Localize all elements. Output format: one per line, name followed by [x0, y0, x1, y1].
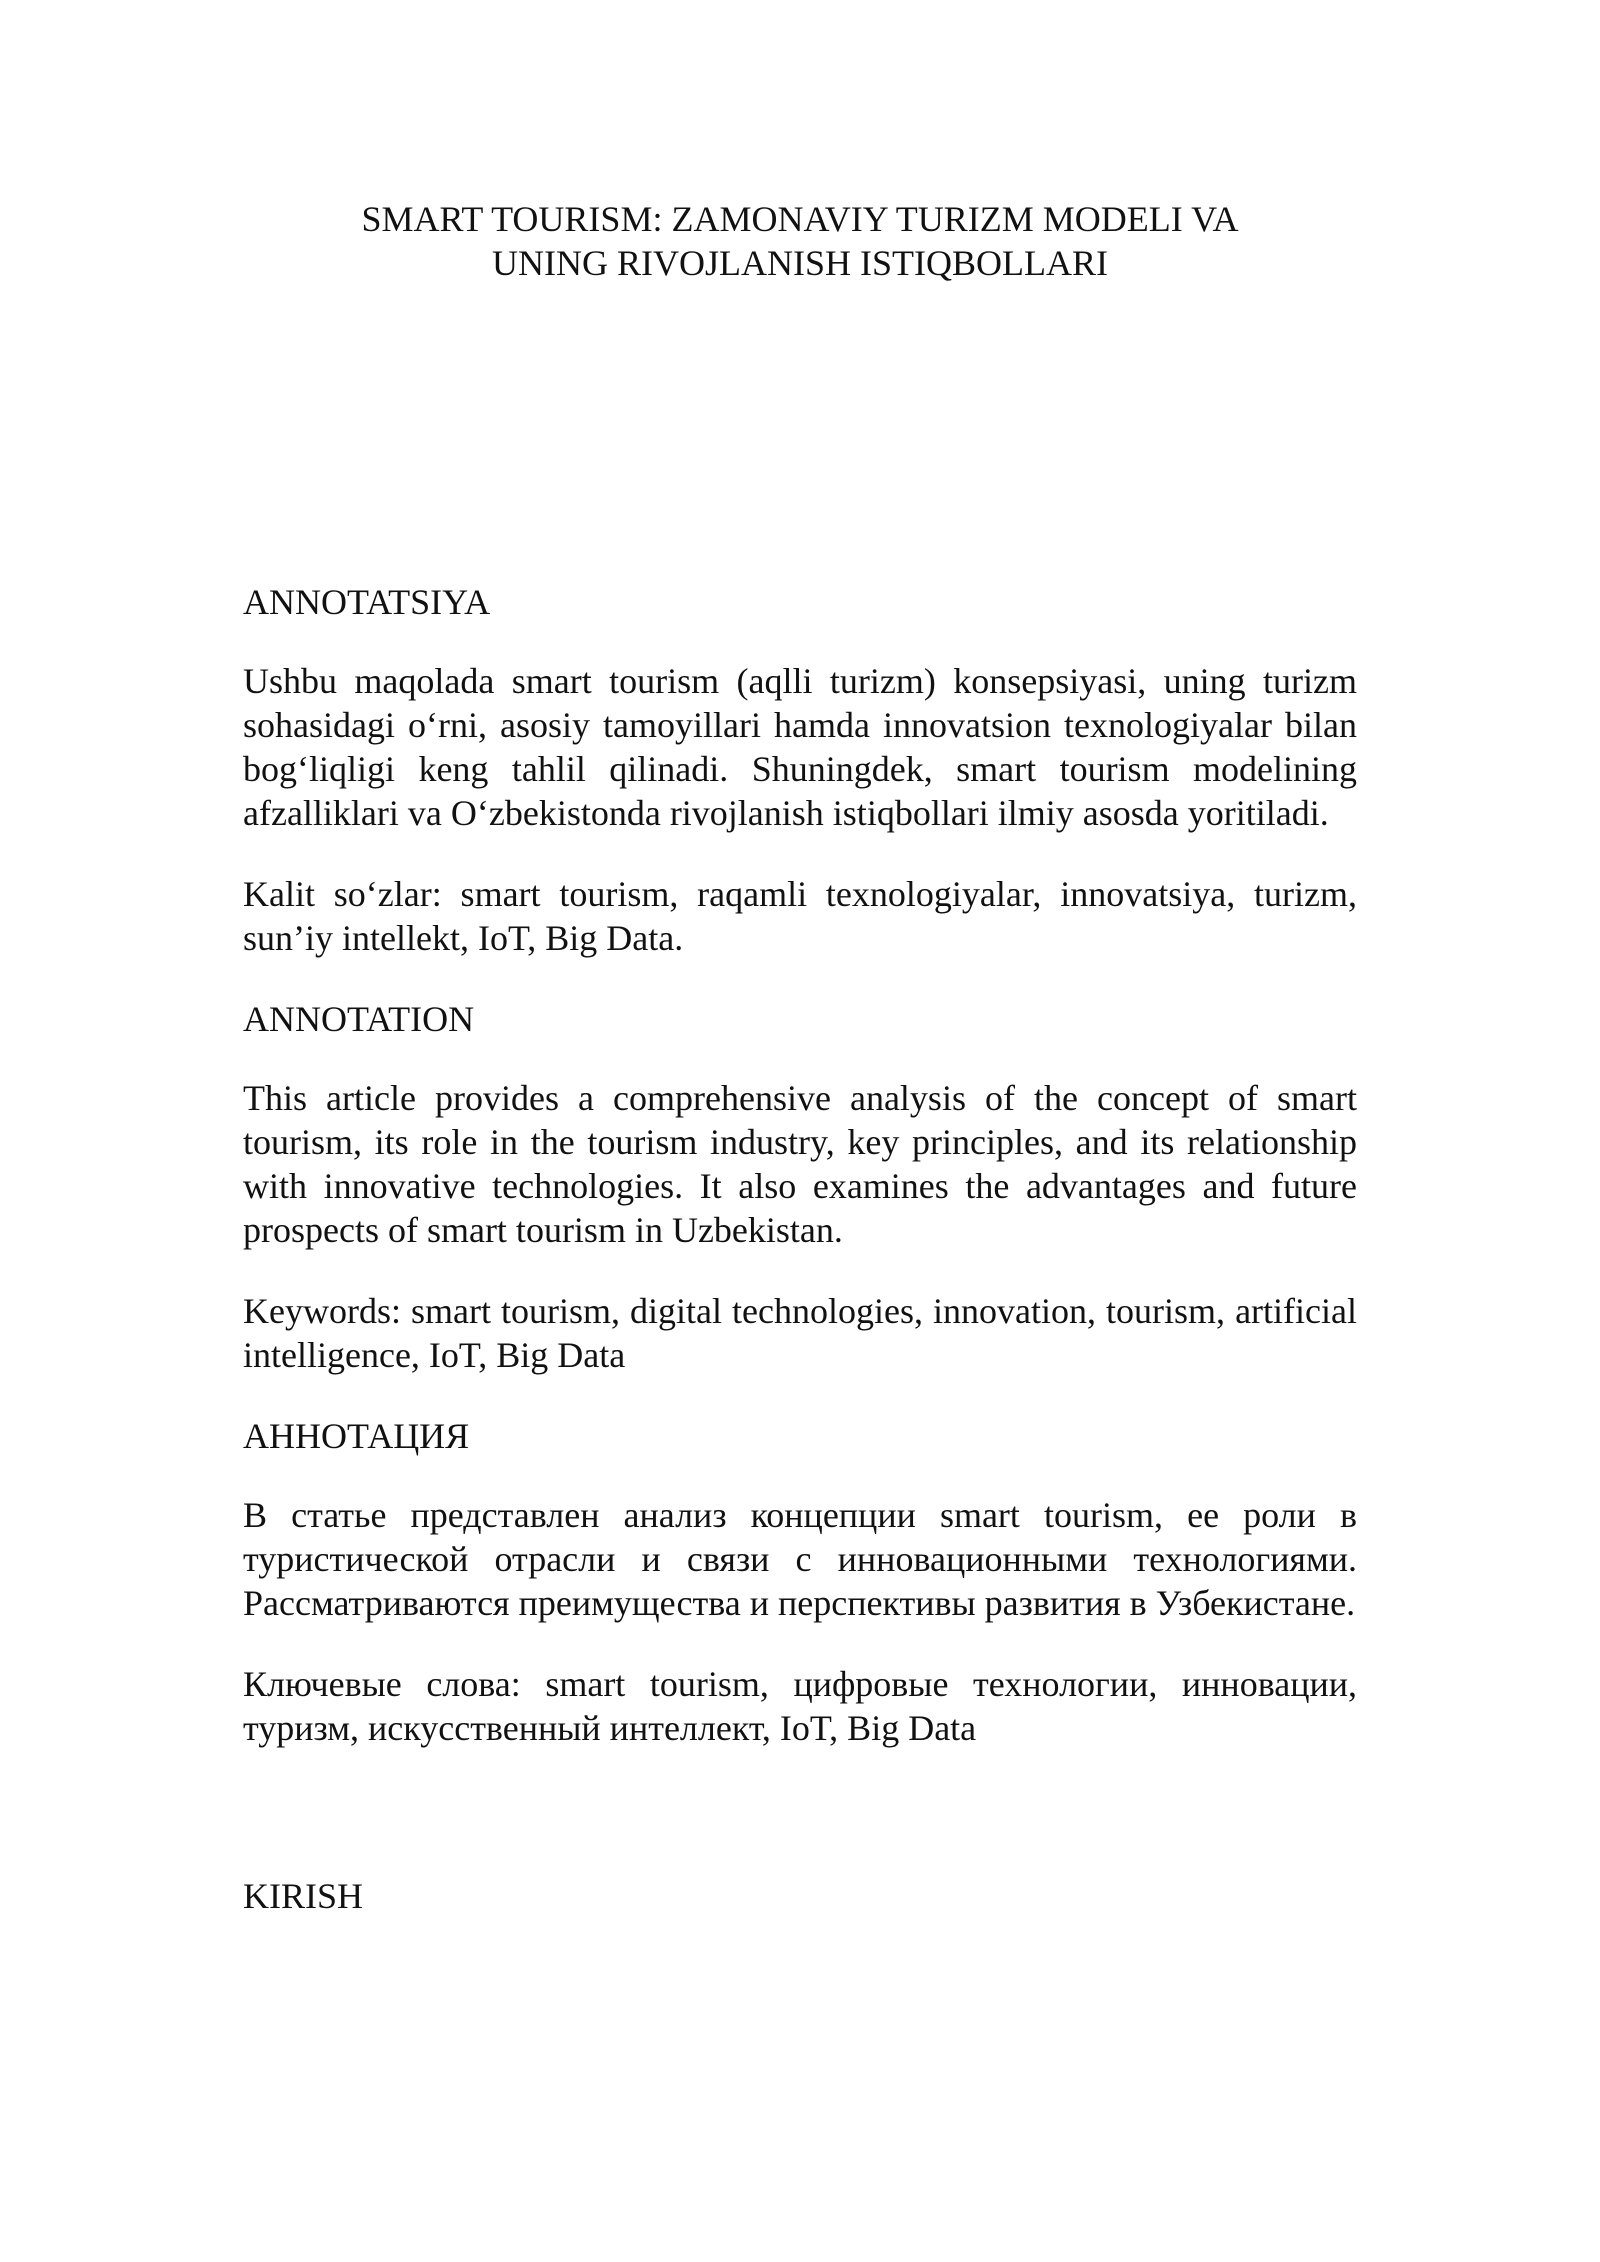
klyuchevye-slova-paragraph: Ключевые слова: smart tourism, цифровые технологии, инновации, туризм, искусственный интеллект, IoT, Big Data — [243, 1664, 1357, 1748]
document-body — [243, 580, 1357, 1918]
kirish-heading: KIRISH — [243, 1876, 364, 1916]
annotatsiya-heading: ANNOTATSIYA — [243, 582, 491, 622]
annotaciya-paragraph: В статье представлен анализ концепции smart tourism, ее роли в туристической отрасли и связи с инновационными технологиями. Рассматриваются преимущества и перспективы развития в Узбекистане. — [243, 1495, 1357, 1623]
keywords-paragraph: Keywords: smart tourism, digital technologies, innovation, tourism, artificial intelligence, IoT, Big Data — [243, 1291, 1357, 1375]
kalit-sozlar-paragraph: Kalit so‘zlar: smart tourism, raqamli texnologiyalar, innovatsiya, turizm, sun’iy intellekt, IoT, Big Data. — [243, 874, 1357, 958]
document-title — [243, 197, 1357, 285]
annotation-paragraph: This article provides a comprehensive analysis of the concept of smart tourism, its role in the tourism industry, key principles, and its relationship with innovative technologies. It also examines the advantages and future prospects of smart tourism in Uzbekistan. — [243, 1078, 1357, 1250]
annotation-heading: ANNOTATION — [243, 999, 475, 1039]
annotatsiya-paragraph: Ushbu maqolada smart tourism (aqlli turizm) konsepsiyasi, uning turizm sohasidagi o‘rni, asosiy tamoyillari hamda innovatsion texnologiyalar bilan bog‘liqligi keng tahlil qilinadi. Shuningdek, smart tourism modelining afzalliklari va O‘zbekistonda rivojlanish istiqbollari ilmiy asosda yoritiladi. — [243, 661, 1357, 833]
annotaciya-heading: АННОТАЦИЯ — [243, 1416, 470, 1456]
title-line-1: SMART TOURISM: ZAMONAVIY TURIZM MODELI VA — [361, 199, 1239, 239]
title-line-2: UNING RIVOJLANISH ISTIQBOLLARI — [492, 243, 1108, 283]
